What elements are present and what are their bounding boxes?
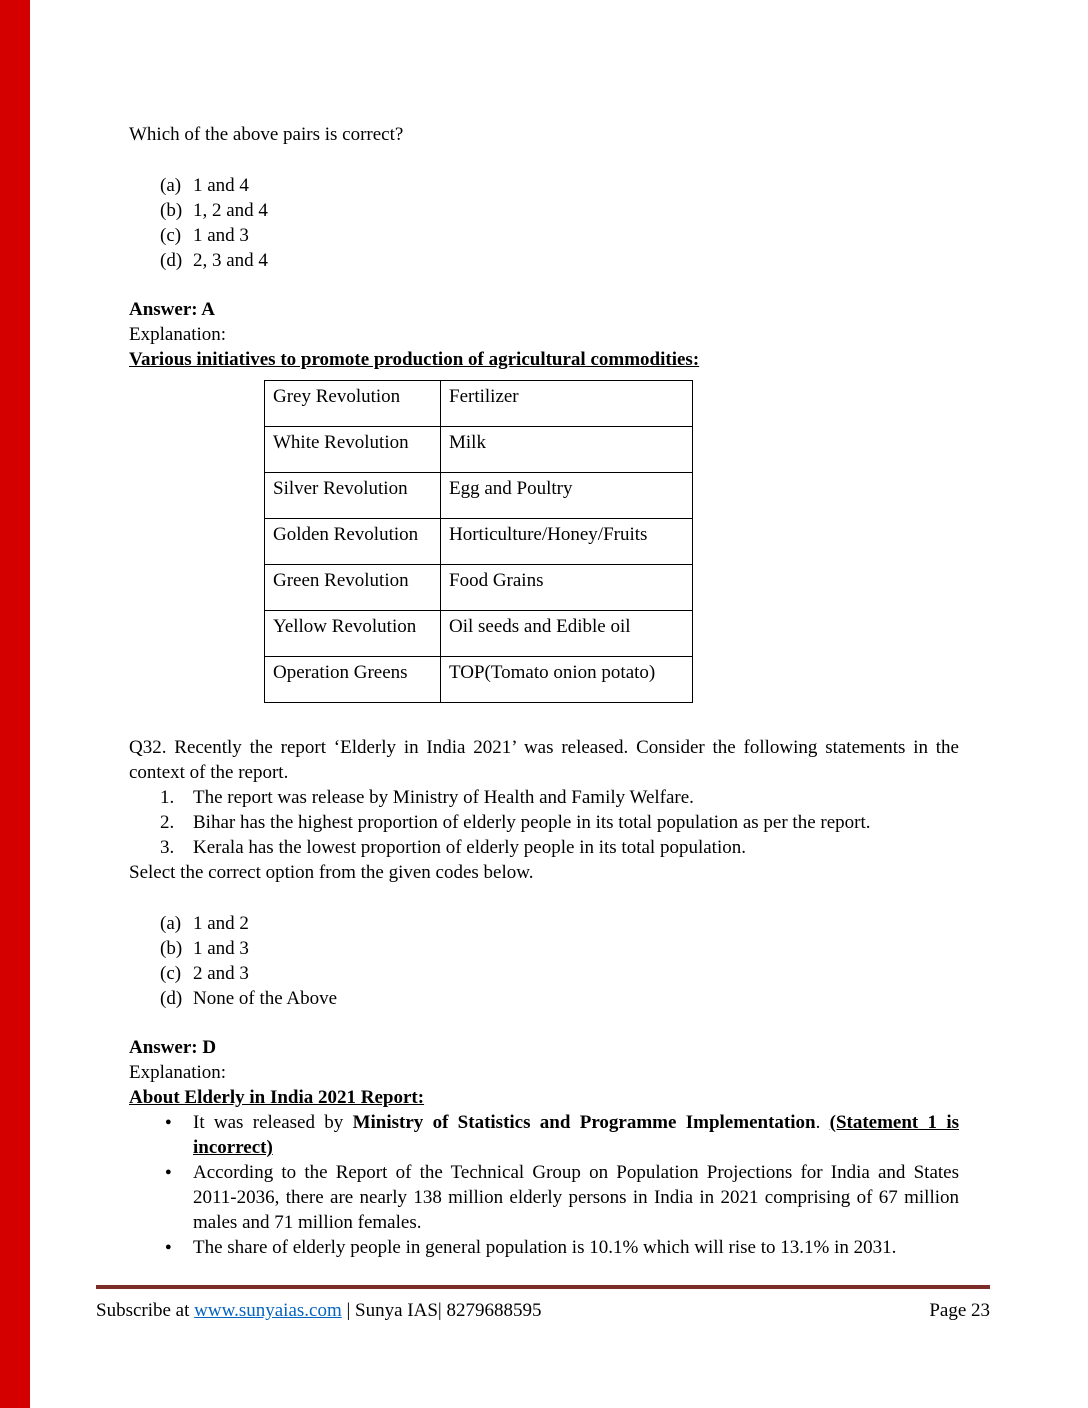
revolutions-table — [264, 380, 693, 703]
revolution-commodity-cell: Egg and Poultry — [441, 473, 693, 519]
bullet-text-plain: . — [815, 1112, 830, 1133]
revolution-name-cell: Golden Revolution — [265, 519, 441, 565]
revolution-commodity-cell: Fertilizer — [441, 381, 693, 427]
ministry-name-bold: Ministry of Statistics and Programme Implementation — [352, 1112, 816, 1133]
about-report-heading: About Elderly in India 2021 Report: — [129, 1087, 425, 1108]
option-text: 1 and 4 — [193, 175, 249, 196]
select-instruction: Select the correct option from the given codes below. — [129, 862, 534, 883]
question-31-options — [160, 173, 959, 273]
revolution-commodity-cell: Food Grains — [441, 565, 693, 611]
option-row — [160, 223, 959, 248]
revolution-commodity-cell: Milk — [441, 427, 693, 473]
bullet-item — [165, 1235, 959, 1260]
revolution-commodity-cell: Oil seeds and Edible oil — [441, 611, 693, 657]
page-content — [129, 122, 959, 1260]
bullet-item — [165, 1160, 959, 1235]
website-link[interactable]: www.sunyaias.com — [194, 1300, 342, 1321]
statement-number: 2. — [160, 812, 175, 833]
left-red-stripe — [0, 0, 30, 1408]
table-row — [265, 611, 693, 657]
answer-label: Answer: D — [129, 1037, 217, 1058]
statement-row — [160, 835, 959, 860]
statement-incorrect-note: (Statement 1 is incorrect) — [193, 1112, 960, 1158]
question-32-text: Q32. Recently the report ‘Elderly in India 2021’ was released. Consider the following statements in the context of the report. — [129, 737, 959, 783]
statement-text: Kerala has the lowest proportion of elderly people in its total population. — [193, 837, 746, 858]
bullet-icon: ● — [165, 1116, 172, 1128]
option-letter: (c) — [160, 225, 182, 246]
subscribe-prefix: Subscribe at — [96, 1300, 195, 1321]
table-heading: Various initiatives to promote production of agricultural commodities: — [129, 349, 700, 370]
page-footer — [96, 1285, 990, 1323]
option-row — [160, 911, 959, 936]
option-text: 1 and 3 — [193, 225, 249, 246]
option-text: None of the Above — [193, 988, 338, 1009]
option-row — [160, 248, 959, 273]
answer-block-q32 — [129, 1035, 959, 1110]
option-letter: (d) — [160, 250, 183, 271]
revolution-commodity-cell: Horticulture/Honey/Fruits — [441, 519, 693, 565]
option-text: 1 and 3 — [193, 938, 249, 959]
answer-label: Answer: A — [129, 299, 216, 320]
table-row — [265, 565, 693, 611]
bullet-item — [165, 1110, 959, 1160]
explanation-label: Explanation: — [129, 324, 227, 345]
subscribe-suffix: | Sunya IAS| 8279688595 — [341, 1300, 542, 1321]
option-letter: (d) — [160, 988, 183, 1009]
statement-row — [160, 785, 959, 810]
statement-number: 1. — [160, 787, 175, 808]
option-letter: (b) — [160, 200, 183, 221]
option-row — [160, 986, 959, 1011]
option-text: 1 and 2 — [193, 913, 249, 934]
option-row — [160, 173, 959, 198]
bullet-icon: ● — [165, 1166, 172, 1178]
option-text: 2, 3 and 4 — [193, 250, 268, 271]
option-letter: (a) — [160, 175, 182, 196]
question-31-prompt: Which of the above pairs is correct? — [129, 124, 404, 145]
table-row — [265, 519, 693, 565]
explanation-label: Explanation: — [129, 1062, 227, 1083]
table-row — [265, 381, 693, 427]
bullet-icon: ● — [165, 1241, 172, 1253]
option-text: 2 and 3 — [193, 963, 249, 984]
revolution-commodity-cell: TOP(Tomato onion potato) — [441, 657, 693, 703]
revolution-name-cell: Operation Greens — [265, 657, 441, 703]
question-32-options — [160, 911, 959, 1011]
revolution-name-cell: Green Revolution — [265, 565, 441, 611]
option-letter: (a) — [160, 913, 182, 934]
option-letter: (b) — [160, 938, 183, 959]
page-number: Page 23 — [929, 1300, 990, 1321]
revolution-name-cell: Yellow Revolution — [265, 611, 441, 657]
table-row — [265, 427, 693, 473]
question-32-statements — [160, 785, 959, 860]
report-bullet-list — [165, 1110, 959, 1260]
statement-number: 3. — [160, 837, 175, 858]
bullet-text: According to the Report of the Technical Group on Population Projections for India and States 2011-2036, there are nearly 138 million elderly persons in India in 2021 comprising of 67 million males and 71 million females. — [193, 1162, 959, 1233]
bullet-text — [193, 1110, 959, 1160]
revolution-name-cell: White Revolution — [265, 427, 441, 473]
option-row — [160, 961, 959, 986]
revolution-name-cell: Silver Revolution — [265, 473, 441, 519]
statement-text: The report was release by Ministry of Health and Family Welfare. — [193, 787, 694, 808]
table-row — [265, 657, 693, 703]
option-text: 1, 2 and 4 — [193, 200, 268, 221]
bullet-text: The share of elderly people in general population is 10.1% which will rise to 13.1% in 2031. — [193, 1237, 897, 1258]
revolution-name-cell: Grey Revolution — [265, 381, 441, 427]
table-row — [265, 473, 693, 519]
option-row — [160, 198, 959, 223]
statement-text: Bihar has the highest proportion of elderly people in its total population as per the report. — [193, 812, 871, 833]
bullet-text-plain: It was released by — [193, 1112, 353, 1133]
option-row — [160, 936, 959, 961]
subscribe-line — [96, 1298, 541, 1323]
statement-row — [160, 810, 959, 835]
option-letter: (c) — [160, 963, 182, 984]
answer-block-q31 — [129, 297, 959, 372]
